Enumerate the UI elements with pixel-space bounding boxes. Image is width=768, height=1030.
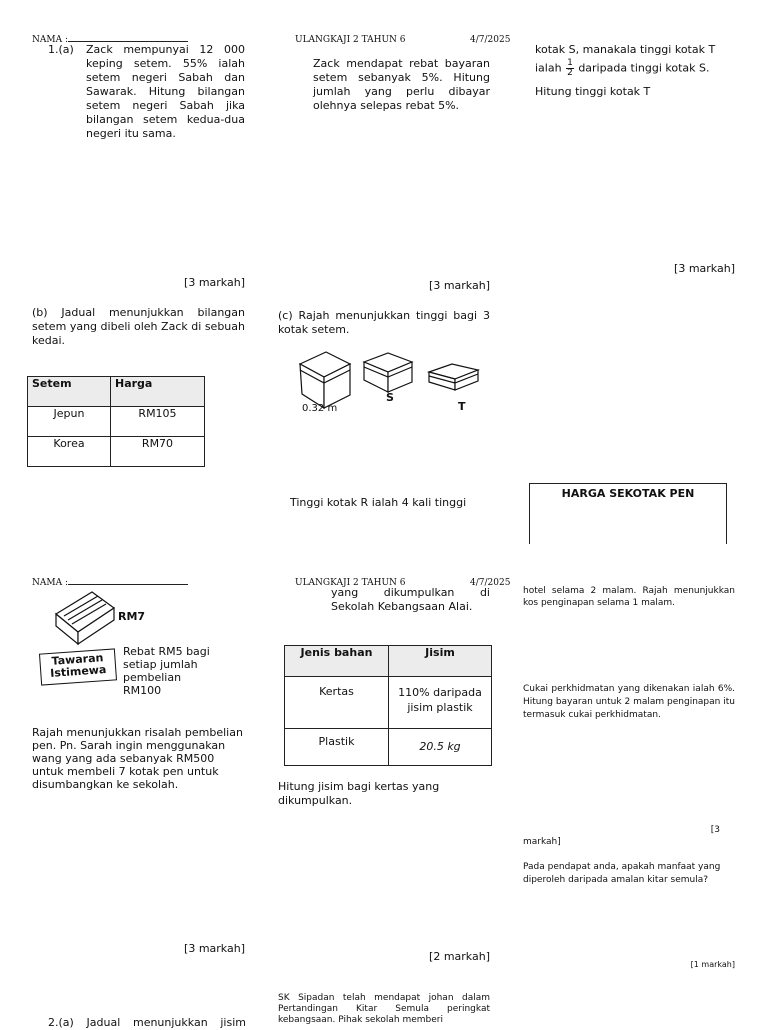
dikumpulkan-text: yang dikumpulkan di Sekolah Kebangsaan Alai. [331,586,490,613]
harga-pen-title: HARGA SEKOTAK PEN [561,487,695,500]
fraction-numerator: 1 [567,58,573,68]
risalah-question-text: Rajah menunjukkan risalah pembelian pen. Pn. Sarah ingin menggunakan wang yang ada sebanyak RM500 untuk membeli 7 kotak pen untuk disumbangkan ke sekolah. [32,726,243,791]
bahan-table [284,645,492,766]
markah-pendapat: [1 markah] [690,960,735,969]
question-1a-number: 1.(a) [48,43,74,56]
bahan-cell: Plastik [285,729,389,766]
table-row [285,677,492,729]
page-title: ULANGKAJI 2 TAHUN 6 [295,35,406,45]
name-blank-line [68,576,188,585]
box-s-drawing [364,353,412,392]
fraction-denominator: 2 [567,68,573,78]
harga-pen-box [529,483,727,544]
setem-cell: Korea [28,437,111,467]
hitung-kertas-text: Hitung jisim bagi kertas yang dikumpulkan. [278,780,440,807]
cukai-question-text: Cukai perkhidmatan yang dikenakan ialah 6%. Hitung bayaran untuk 2 malam penginapan itu termasuk cukai perkhidmatan. [523,684,735,720]
jisim-cell: 20.5 kg [389,729,492,766]
page-date: 4/7/2025 [470,35,511,45]
sk-sipadan-text: SK Sipadan telah mendapat johan dalam Pertandingan Kitar Semula peringkat kebangsaan. Pihak sekolah memberi [278,993,490,1025]
setem-table-header [28,377,205,407]
tawaran-line-1: Tawaran [51,651,104,668]
page-date-2: 4/7/2025 [470,578,511,588]
jisim-cell: 110% daripada jisim plastik [389,677,492,729]
kotak-line-3: Hitung tinggi kotak T [535,85,651,98]
tawaran-line-2: Istimewa [49,663,107,680]
markah-rebat: [3 markah] [429,279,490,292]
rebat-offer-text: Rebat RM5 bagi setiap jumlah pembelian RM100 [123,645,210,697]
kotak-line-2 [535,59,710,78]
page-title-2: ULANGKAJI 2 TAHUN 6 [295,578,406,588]
harga-cell: RM70 [111,437,205,467]
setem-header: Setem [28,377,111,407]
name-label-2: NAMA : [32,576,188,590]
tinggi-kotak-text: Tinggi kotak R ialah 4 kali tinggi [290,496,467,509]
name-label: NAMA : [32,33,188,47]
pen-price: RM7 [118,610,146,623]
rebat-question-text: Zack mendapat rebat bayaran setem sebanyak 5%. Hitung jumlah yang perlu dibayar olehnya selepas rebat 5%. [313,57,490,112]
question-1a-text: Zack mempunyai 12 000 keping setem. 55% ialah setem negeri Sabah dan Sawarak. Hitung bilangan setem negeri Sabah jika bilangan setem kedua-dua negeri itu sama. [86,43,245,140]
markah-risalah: [3 markah] [184,942,245,955]
harga-header: Harga [111,377,205,407]
question-1c-text: (c) Rajah menunjukkan tinggi bagi 3 kotak setem. [278,309,490,336]
kotak-line-2-start: ialah [535,61,562,75]
kotak-line-2-end: daripada tinggi kotak S. [578,61,710,75]
table-row [285,729,492,766]
harga-cell: RM105 [111,407,205,437]
markah-kertas: [2 markah] [429,950,490,963]
table-row [28,437,205,467]
question-2a-text: 2.(a) Jadual menunjukkan jisim [48,1016,246,1029]
jenis-bahan-header: Jenis bahan [285,646,389,677]
hotel-text: hotel selama 2 malam. Rajah menunjukkan kos penginapan selama 1 malam. [523,586,735,608]
box-r-drawing [300,352,350,408]
setem-cell: Jepun [28,407,111,437]
markah-kotak: [3 markah] [674,262,735,275]
kotak-line-1: kotak S, manakala tinggi kotak T [535,43,716,56]
name-blank-line [68,33,188,42]
markah-cukai-part-1: [3 [710,825,720,835]
bahan-table-header [285,646,492,677]
bahan-cell: Kertas [285,677,389,729]
box-t-drawing [429,364,478,390]
tawaran-istimewa-badge [39,648,117,685]
markah-1a: [3 markah] [184,276,245,289]
box-t-label: T [458,400,466,413]
setem-table [27,376,205,467]
question-1b-text: (b) Jadual menunjukkan bilangan setem yang dibeli oleh Zack di sebuah kedai. [32,306,245,347]
pendapat-question-text: Pada pendapat anda, apakah manfaat yang diperoleh daripada amalan kitar semula? [523,862,721,885]
box-s-label: S [386,391,394,404]
markah-cukai-part-2: markah] [523,837,561,847]
box-r-height-label: 0.32 m [302,403,338,414]
fraction-half [566,59,574,78]
table-row [28,407,205,437]
jisim-header: Jisim [389,646,492,677]
pen-box-icon [52,588,116,650]
